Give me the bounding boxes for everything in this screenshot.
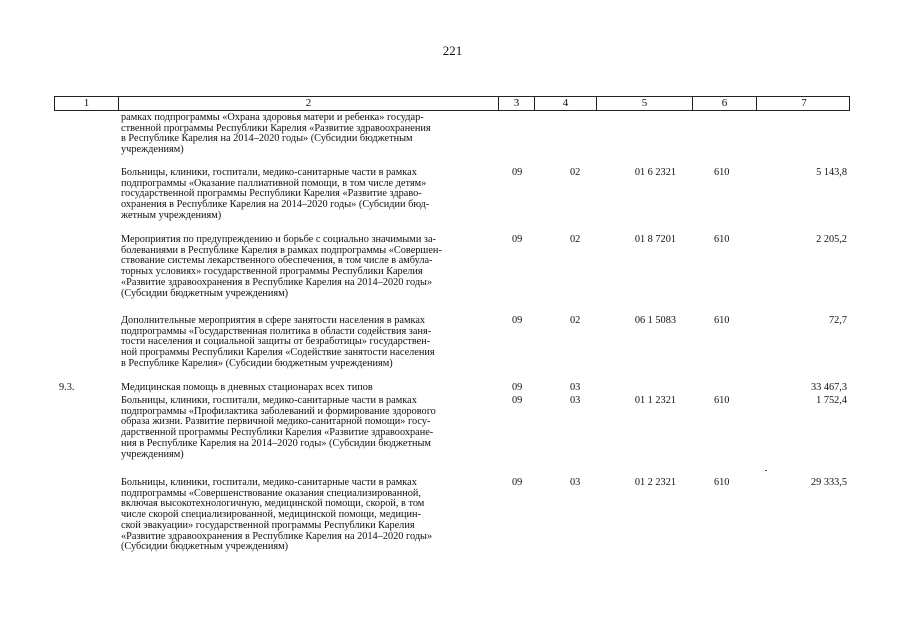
row-section: 09	[512, 382, 523, 393]
row-subsection: 02	[570, 167, 581, 178]
row-number: 9.3.	[59, 382, 75, 393]
row-target-code: 01 8 7201	[634, 234, 676, 245]
row-section: 09	[512, 234, 523, 245]
row-subsection: 03	[570, 395, 581, 406]
row-subsection: 03	[570, 382, 581, 393]
row-subsection: 03	[570, 477, 581, 488]
row-section: 09	[512, 315, 523, 326]
column-header-3: 3	[499, 97, 535, 110]
row-name: Медицинская помощь в дневных стационарах всех типов	[121, 382, 373, 393]
row-name: рамках подпрограммы «Охрана здоровья матери и ребенка» государ- ственной программы Республики Карелия «Развитие здравоохранения в Республике Карелия на 2014–2020 годы» (Субсидии бюджетным учреждениям)	[121, 112, 431, 156]
row-target-code: 01 6 2321	[634, 167, 676, 178]
page-number: 221	[442, 43, 463, 58]
row-name: Больницы, клиники, госпитали, медико-санитарные части в рамках подпрограммы «Совершенствование оказания специализированной, включая высокотехнологичную, медицинской помощи, скорой, в том числе скорой специализированной, медицинской помощи, медицин- ской эвакуации» государственной программы Республики Карелия «Развитие здравоохранения в Республике Карелия на 2014–2020 годы» (Субсидии бюджетным учреждениям)	[121, 477, 433, 553]
row-amount: 72,7	[828, 315, 847, 326]
row-expense-type: 610	[714, 234, 730, 245]
column-header-6: 6	[693, 97, 757, 110]
row-name: Больницы, клиники, госпитали, медико-санитарные части в рамках подпрограммы «Профилактика заболеваний и формирование здорового образа жизни. Развитие первичной медико-санитарной помощи» госу- дарственной программы Республики Карелия «Развитие здравоохране- ния в Республике Карелия на 2014–2020 годы» (Субсидии бюджетным учреждениям)	[121, 395, 436, 460]
row-amount: 2 205,2	[816, 234, 847, 245]
row-expense-type: 610	[714, 315, 730, 326]
row-expense-type: 610	[714, 395, 730, 406]
column-header-5: 5	[597, 97, 693, 110]
row-target-code: 01 1 2321	[634, 395, 676, 406]
row-subsection: 02	[570, 234, 581, 245]
row-subsection: 02	[570, 315, 581, 326]
row-expense-type: 610	[714, 167, 730, 178]
row-amount: 29 333,5	[810, 477, 847, 488]
row-section: 09	[512, 477, 523, 488]
column-header-4: 4	[535, 97, 597, 110]
column-header-2: 2	[119, 97, 499, 110]
row-amount: 5 143,8	[816, 167, 847, 178]
row-amount: 33 467,3	[810, 382, 847, 393]
row-target-code: 06 1 5083	[634, 315, 676, 326]
row-target-code: 01 2 2321	[634, 477, 676, 488]
column-header-7: 7	[801, 97, 807, 109]
row-expense-type: 610	[714, 477, 730, 488]
row-amount: 1 752,4	[816, 395, 847, 406]
table-header	[54, 96, 850, 111]
row-section: 09	[512, 167, 523, 178]
row-name: Больницы, клиники, госпитали, медико-санитарные части в рамках подпрограммы «Оказание паллиативной помощи, в том числе детям» государственной программы Республики Карелия «Развитие здраво- охранения в Республике Карелия на 2014–2020 годы» (Субсидии бюд- жетным учреждениям)	[121, 167, 430, 221]
row-name: Мероприятия по предупреждению и борьбе с социально значимыми за- болеваниями в Республике Карелия в рамках подпрограммы «Совершен- ствование системы лекарственного обеспечения, в том числе в амбула- торных условиях» государственной программы Республики Карелия «Развитие здравоохранения в Республике Карелия на 2014–2020 годы» (Субсидии бюджетным учреждениям)	[121, 234, 442, 299]
scan-speck	[765, 470, 767, 471]
row-name: Дополнительные мероприятия в сфере занятости населения в рамках подпрограммы «Государственная политика в области содействия заня- тости населения и социальной защиты от безработицы» государствен- ной программы Республики Карелия «Содействие занятости населения в Республике Карелия» (Субсидии бюджетным учреждениям)	[121, 315, 435, 369]
row-section: 09	[512, 395, 523, 406]
column-header-1: 1	[55, 97, 119, 110]
